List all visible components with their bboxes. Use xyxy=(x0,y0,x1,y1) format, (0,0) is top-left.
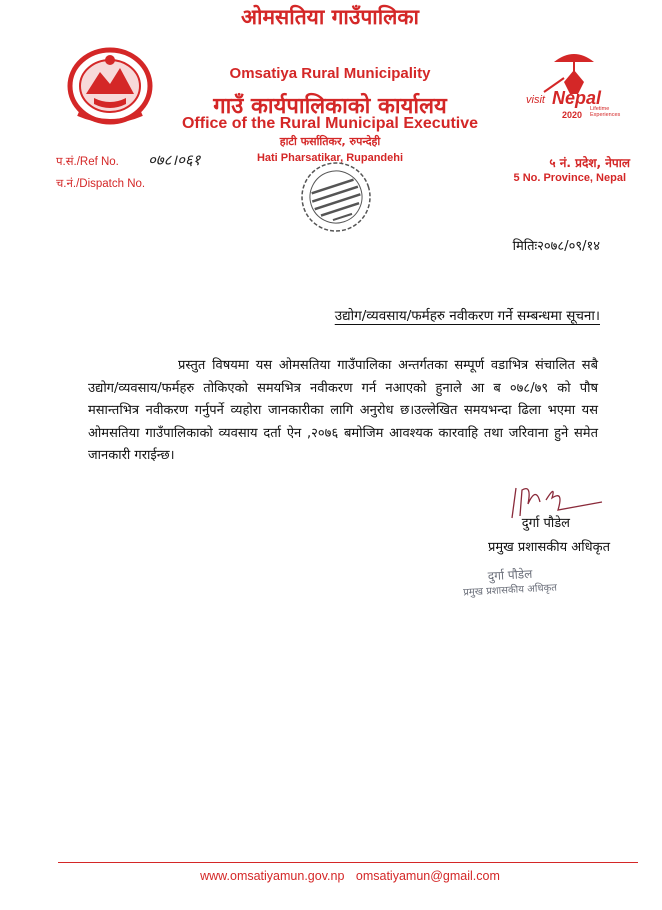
municipality-name-nepali: ओमसतिया गाउँपालिका xyxy=(241,5,419,29)
province-nepali: ५ नं. प्रदेश, नेपाल xyxy=(549,156,630,170)
province-english: 5 No. Province, Nepal xyxy=(513,172,626,184)
office-seal-icon xyxy=(296,158,376,236)
address-english: Hati Pharsatikar, Rupandehi xyxy=(256,152,404,164)
signatory-title: प्रमुख प्रशासकीय अधिकृत xyxy=(487,540,610,555)
footer-contact xyxy=(150,869,550,883)
footer-email: omsatiyamun@gmail.com xyxy=(355,869,500,883)
dispatch-no-label: च.नं./Dispatch No. xyxy=(56,178,146,190)
visit-nepal-tagline: Lifetime Experiences xyxy=(590,106,621,118)
letter-date: मितिः२०७८/०९/१४ xyxy=(512,239,600,254)
office-name-nepali: गाउँ कार्यपालिकाको कार्यालय xyxy=(213,94,447,119)
municipality-name-english: Omsatiya Rural Municipality xyxy=(229,65,431,82)
letter-subject: उद्योग/व्यवसाय/फर्महरु नवीकरण गर्ने सम्बन्धमा सूचना। xyxy=(334,308,600,324)
signatory-name: दुर्गा पौडेल xyxy=(521,516,570,531)
footer-divider xyxy=(58,862,638,863)
letter-body: प्रस्तुत विषयमा यस ओमसतिया गाउँपालिका अन्तर्गतका सम्पूर्ण वडाभित्र संचालित सबै उद्योग/व्यवसाय/फर्महरु तोकिएको समयभित्र नवीकरण गर्न नआएको हुनाले आ ब ०७८/७९ को पौष मसान्तभित्र नवीकरण गर्नुपर्ने व्यहोरा जानकारीका लागि अनुरोध छ।उल्लेखित समयभन्दा ढिला भएमा यस ओमसतिया गाउँपालिकाको व्यवसाय दर्ता ऐन ,२०७६ बमोजिम आवश्यक कारवाहि तथा जरिवाना हुने समेत जानकारी गराईन्छ। xyxy=(88,358,598,463)
visit-nepal-word-visit: visit xyxy=(526,94,545,106)
stamp-name: दुर्गा पौडेल xyxy=(487,566,533,584)
visit-nepal-logo xyxy=(524,48,628,124)
ref-no-label: प.सं./Ref No. xyxy=(56,156,119,168)
stamp-title: प्रमुख प्रशासकीय अधिकृत xyxy=(462,582,558,599)
office-name-english: Office of the Rural Municipal Executive xyxy=(181,115,479,132)
address-nepali: हाटी फर्सातिकर, रुपन्देही xyxy=(279,135,381,148)
ref-no-value: ०७८।०६१ xyxy=(148,151,201,169)
footer-website: www.omsatiyamun.gov.np xyxy=(200,869,345,883)
visit-nepal-year: 2020 xyxy=(562,110,583,120)
visit-nepal-word-nepal: Nepal xyxy=(552,88,602,108)
